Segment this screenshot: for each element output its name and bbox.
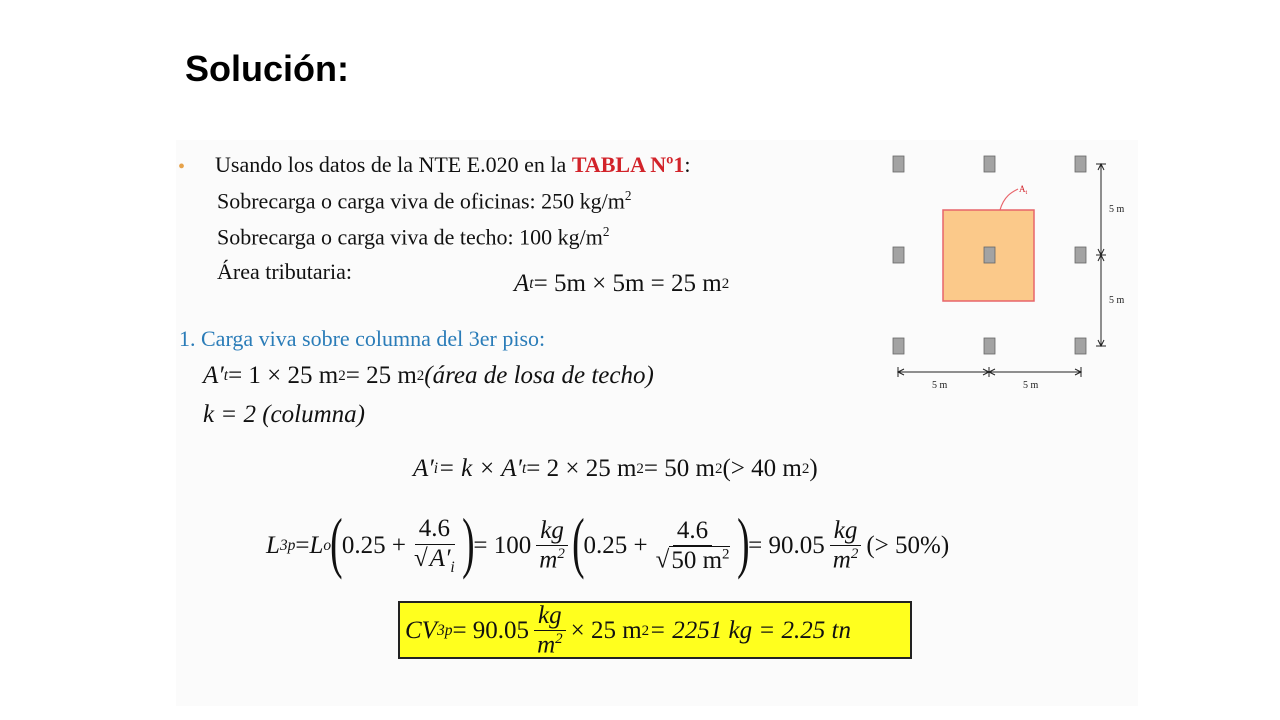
sqrt-icon: √	[413, 544, 428, 572]
k-equation: k = 2 (columna)	[203, 401, 365, 428]
den-a: A′	[429, 544, 451, 572]
l3p-equation	[266, 506, 949, 586]
intro-text	[215, 152, 691, 178]
aip-tail: (> 40 m	[722, 455, 802, 482]
column-square	[1075, 338, 1086, 354]
atp-mid2: = 25 m	[345, 362, 417, 389]
left-paren-1: (	[330, 504, 343, 580]
aip-exp3: 2	[801, 460, 810, 477]
fraction-46-over-sqrt-ai	[410, 515, 459, 577]
intro-prefix: Usando los datos de la NTE E.020 en la	[215, 152, 572, 177]
cv-sub: 3p	[436, 622, 453, 639]
roof-load-text: Sobrecarga o carga viva de techo: 100 kg/m	[217, 224, 603, 250]
column-square	[893, 247, 904, 263]
l3p-eq: =	[295, 532, 310, 559]
atp-lhs: A′	[203, 362, 224, 389]
left-paren-2: (	[571, 504, 585, 580]
cv-equation	[405, 601, 851, 659]
m2-den-2: m	[832, 546, 851, 574]
frac-den-sqrt-50	[652, 546, 734, 575]
column-square	[984, 338, 995, 354]
step1-heading: 1. Carga viva sobre columna del 3er piso:	[179, 326, 546, 351]
at-rhs: = 5m × 5m = 25 m	[533, 270, 722, 297]
atp-equation	[203, 362, 654, 390]
fraction-46-over-sqrt-50	[652, 517, 734, 576]
l3p-c025b: 0.25 +	[583, 532, 648, 559]
frac-num-46-b: 4.6	[673, 517, 712, 547]
frac-num-46: 4.6	[415, 515, 454, 545]
m2-den-3: m	[537, 631, 556, 659]
cv-eq: = 90.05	[452, 617, 530, 644]
atp-mid: = 1 × 25 m	[228, 362, 339, 389]
aip-exp2: 2	[714, 460, 723, 477]
column-square	[893, 338, 904, 354]
dim-label-top: 5 m	[1109, 204, 1125, 215]
m2-den-1: m	[539, 546, 558, 574]
at-sub: t	[529, 275, 534, 292]
l3p-eq9005: = 90.05	[748, 532, 825, 559]
l3p-lhs: L	[266, 532, 280, 559]
column-square	[984, 156, 995, 172]
area-label: Área tributaria:	[217, 259, 352, 284]
m2-den-exp-1: 2	[557, 546, 565, 563]
column-square	[893, 156, 904, 172]
aip-lhs: A′	[413, 455, 434, 482]
tributary-area-diagram	[880, 148, 1140, 398]
m2-den-exp-3: 2	[555, 631, 563, 648]
fraction-kg-m2-2	[829, 517, 863, 576]
den-50: 50 m	[671, 546, 723, 574]
bullet-icon: •	[178, 156, 186, 178]
atp-exp2: 2	[416, 367, 425, 384]
l3p-tail: (> 50%)	[866, 532, 950, 559]
fraction-kg-m2-3	[533, 602, 567, 661]
slide-title: Solución:	[185, 48, 349, 89]
l3p-lo-sub: o	[323, 537, 332, 554]
cv-rest-exp: 2	[641, 622, 650, 639]
atp-exp1: 2	[338, 367, 346, 384]
area-leader-line	[1000, 189, 1018, 210]
aip-equation	[413, 455, 818, 483]
sqrt-icon: √	[655, 546, 670, 574]
dim-label-right: 5 m	[1023, 380, 1039, 391]
l3p-lhs-sub: 3p	[279, 537, 296, 554]
cv-rest2: = 2251 kg = 2.25 tn	[649, 617, 851, 644]
columns-group	[893, 156, 1086, 354]
aip-exp1: 2	[636, 460, 644, 477]
fraction-kg-m2-1	[535, 517, 569, 576]
at-exp: 2	[721, 275, 730, 292]
l3p-eq100: = 100	[473, 532, 532, 559]
cv-lhs: CV	[405, 617, 437, 644]
m2-den-exp-2: 2	[850, 546, 859, 563]
den-a-sub: i	[450, 558, 455, 576]
kg-num-2: kg	[830, 517, 862, 547]
column-square	[984, 247, 995, 263]
kg-num-3: kg	[534, 602, 566, 632]
cv-rest: × 25 m	[570, 617, 642, 644]
kg-num-1: kg	[536, 517, 568, 547]
table-reference: TABLA Nº1	[571, 152, 685, 177]
l3p-lo: L	[309, 532, 324, 559]
at-equation	[514, 270, 729, 298]
intro-suffix: :	[684, 152, 691, 177]
area-label-diagram: $A_t$	[1019, 184, 1028, 196]
at-lhs: A	[514, 270, 530, 297]
aip-rhs: = 2 × 25 m	[526, 455, 637, 482]
dim-label-left: 5 m	[932, 380, 948, 391]
roof-load-line	[217, 224, 610, 250]
aip-sub2: t	[521, 460, 527, 477]
frac-den-sqrt-ai	[410, 545, 459, 577]
office-load-line	[217, 188, 632, 214]
right-paren-2: )	[736, 504, 750, 580]
aip-tail-close: )	[809, 455, 818, 482]
atp-sub: t	[223, 367, 229, 384]
horizontal-dimension	[898, 367, 1081, 377]
aip-rhs2: = 50 m	[643, 455, 715, 482]
aip-mid: = k × A′	[438, 455, 522, 482]
column-square	[1075, 156, 1086, 172]
aip-sub: i	[433, 460, 439, 477]
dim-label-bottom: 5 m	[1109, 295, 1125, 306]
office-load-exp: 2	[624, 188, 632, 203]
office-load-text: Sobrecarga o carga viva de oficinas: 250 kg/m	[217, 188, 625, 214]
roof-load-exp: 2	[602, 224, 610, 239]
right-paren-1: )	[461, 504, 475, 580]
intro-line	[178, 153, 185, 179]
l3p-c025: 0.25 +	[341, 532, 406, 559]
atp-note: (área de losa de techo)	[424, 362, 654, 389]
column-square	[1075, 247, 1086, 263]
vertical-dimension	[1096, 164, 1106, 346]
den-50-exp: 2	[722, 546, 730, 563]
